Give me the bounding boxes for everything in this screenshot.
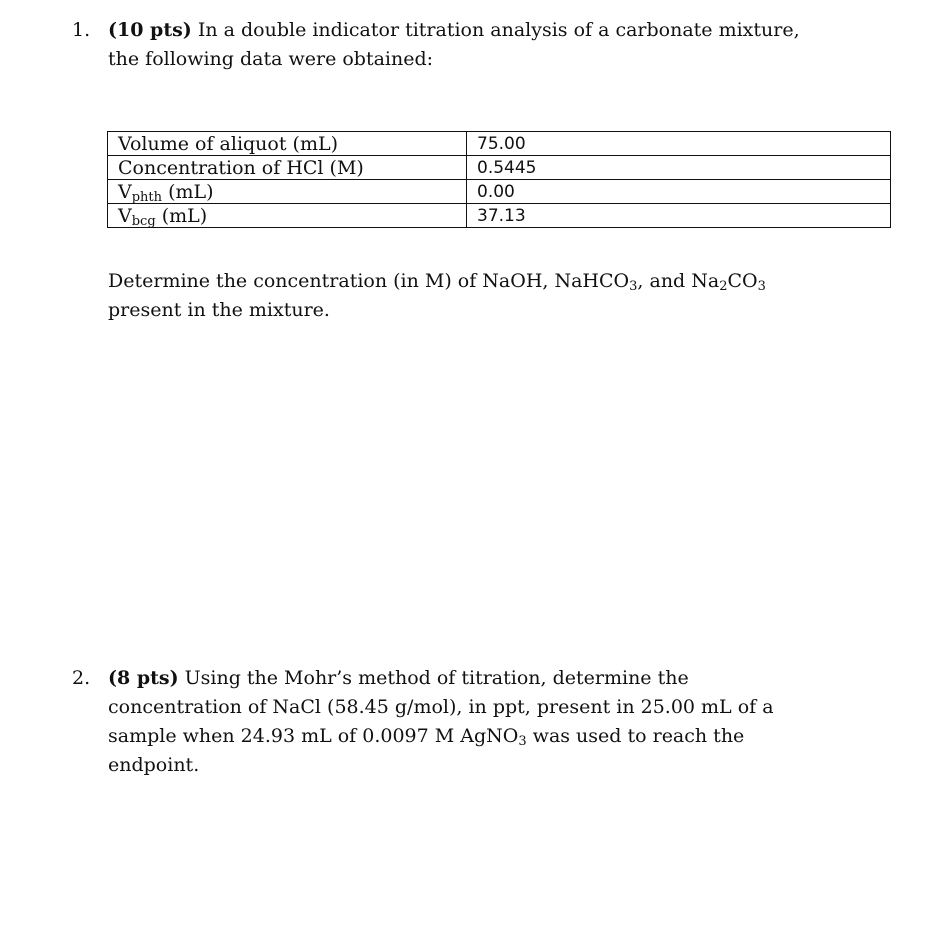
label-main: V (118, 204, 132, 227)
question-number: 2. (72, 667, 91, 689)
question-2-line-2: concentration of NaCl (58.45 g/mol), in ppt, present in 25.00 mL of a (108, 696, 774, 718)
label-unit: (mL) (162, 180, 214, 203)
table-value-cell: 75.00 (467, 132, 891, 156)
task-subscript: 3 (629, 279, 638, 294)
question-text: sample when 24.93 mL of 0.0097 M AgNO (108, 725, 519, 747)
task-subscript: 2 (719, 279, 728, 294)
table-label-cell: Concentration of HCl (M) (108, 156, 467, 180)
question-1 (72, 16, 800, 74)
question-1-intro-line-2: the following data were obtained: (108, 48, 434, 70)
question-number: 1. (72, 19, 91, 41)
question-intro-text: In a double indicator titration analysis of a carbonate mixture, (191, 19, 800, 41)
task-text: CO (727, 270, 758, 292)
table-value-cell: 37.13 (467, 204, 891, 228)
table-row (108, 180, 891, 204)
question-points: (8 pts) (108, 667, 179, 689)
question-2-line-3 (72, 722, 762, 751)
table-label-cell: Volume of aliquot (mL) (108, 132, 467, 156)
titration-data-table (107, 131, 891, 228)
task-text: , and Na (637, 270, 720, 292)
table-label-cell (108, 204, 467, 228)
question-subscript: 3 (518, 734, 527, 749)
task-subscript: 3 (757, 279, 766, 294)
question-2 (72, 664, 774, 780)
question-1-task-line-2: present in the mixture. (108, 299, 330, 321)
table-label-cell (108, 180, 467, 204)
question-text: Using the Mohr’s method of titration, determine the (178, 667, 689, 689)
label-subscript: bcg (131, 213, 156, 229)
question-1-task (108, 267, 798, 325)
table-row (108, 204, 891, 228)
question-2-line-1 (72, 664, 762, 693)
question-points: (10 pts) (108, 19, 192, 41)
question-2-line-4: endpoint. (108, 754, 200, 776)
question-1-intro-line-1 (72, 16, 800, 45)
question-text: was used to reach the (526, 725, 745, 747)
question-1-task-line-1 (108, 267, 798, 296)
label-unit: (mL) (155, 204, 208, 227)
table-value-cell: 0.00 (467, 180, 891, 204)
label-main: V (118, 180, 132, 203)
table-row (108, 156, 891, 180)
label-subscript: phth (131, 189, 163, 205)
table-row (108, 132, 891, 156)
task-text: Determine the concentration (in M) of NaOH, NaHCO (108, 270, 630, 292)
table-value-cell: 0.5445 (467, 156, 891, 180)
